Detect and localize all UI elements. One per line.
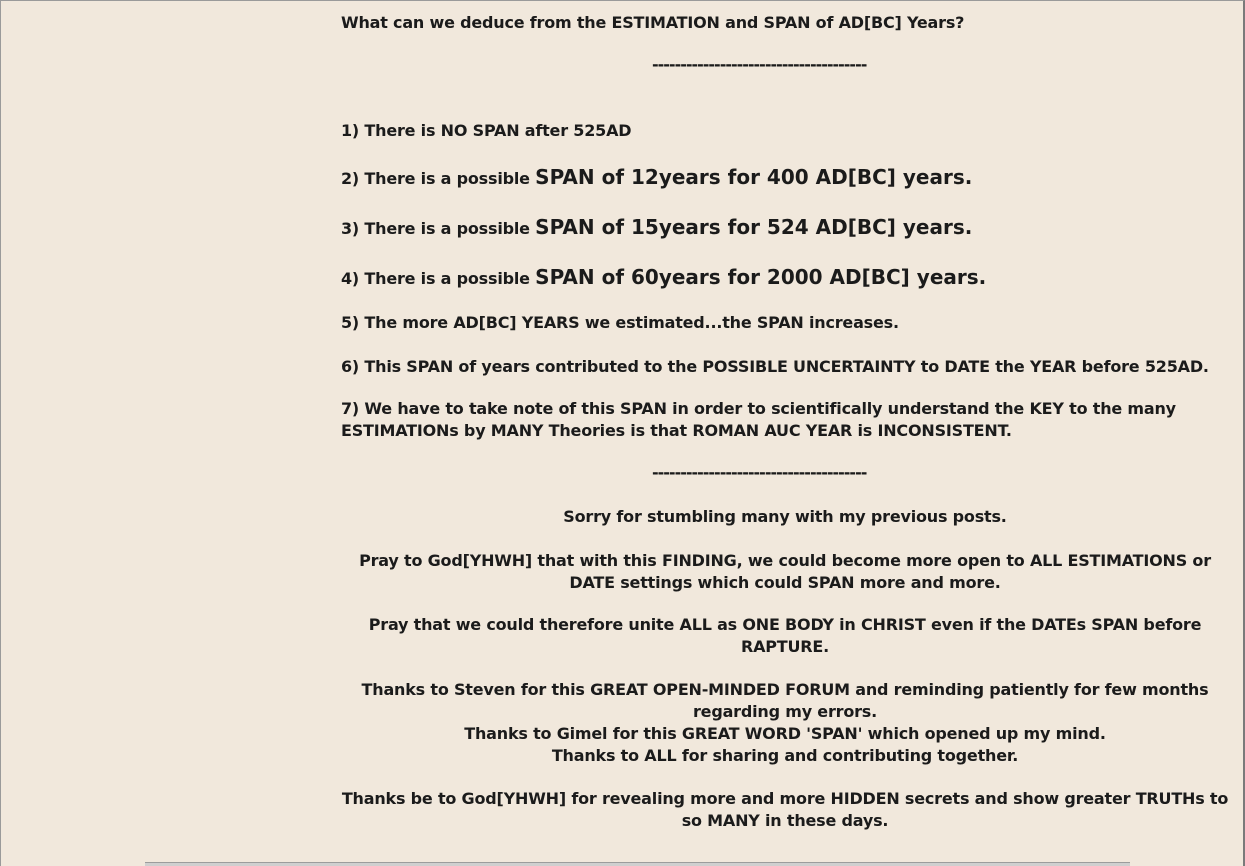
thanks-all-text: Thanks to ALL for sharing and contributing together. xyxy=(551,746,1019,765)
thanks-gimel-text: Thanks to Gimel for this GREAT WORD 'SPAN' which opened up my mind. xyxy=(464,724,1106,743)
span-emphasis: SPAN of 15years for 524 AD[BC] years. xyxy=(535,215,973,239)
horizontal-scrollbar[interactable] xyxy=(145,862,1130,866)
list-item: 6) This SPAN of years contributed to the POSSIBLE UNCERTAINTY to DATE the YEAR before 525AD. xyxy=(341,357,1209,376)
list-item: 4) There is a possible SPAN of 60years for 2000 AD[BC] years. xyxy=(341,265,987,289)
separator-top: -------------------------------------- xyxy=(652,55,867,74)
span-emphasis: SPAN of 60years for 2000 AD[BC] years. xyxy=(535,265,987,289)
list-item: 5) The more AD[BC] YEARS we estimated...the SPAN increases. xyxy=(341,313,899,332)
span-emphasis: SPAN of 12years for 400 AD[BC] years. xyxy=(535,165,973,189)
separator-bottom: -------------------------------------- xyxy=(652,463,867,482)
prayer-text: Pray to God[YHWH] that with this FINDING, we could become more open to ALL ESTIMATIONS or DATE settings which could SPAN more and more. xyxy=(359,551,1211,592)
post-title: What can we deduce from the ESTIMATION and SPAN of AD[BC] Years? xyxy=(341,13,965,32)
prayer-text: Pray that we could therefore unite ALL as ONE BODY in CHRIST even if the DATEs SPAN before RAPTURE. xyxy=(368,615,1202,656)
list-item: 1) There is NO SPAN after 525AD xyxy=(341,121,632,140)
list-item: 2) There is a possible SPAN of 12years for 400 AD[BC] years. xyxy=(341,165,973,189)
list-item: 3) There is a possible SPAN of 15years for 524 AD[BC] years. xyxy=(341,215,973,239)
thanks-god-text: Thanks be to God[YHWH] for revealing more and more HIDDEN secrets and show greater TRUTHs to so MANY in these days. xyxy=(341,789,1229,830)
thanks-steven-text: Thanks to Steven for this GREAT OPEN-MINDED FORUM and reminding patiently for few months regarding my errors. xyxy=(361,680,1209,721)
apology-text: Sorry for stumbling many with my previous posts. xyxy=(563,507,1007,526)
post-body xyxy=(341,12,1229,832)
list-item: 7) We have to take note of this SPAN in order to scientifically understand the KEY to the many ESTIMATIONs by MANY Theories is that ROMAN AUC YEAR is INCONSISTENT. xyxy=(341,399,1176,440)
